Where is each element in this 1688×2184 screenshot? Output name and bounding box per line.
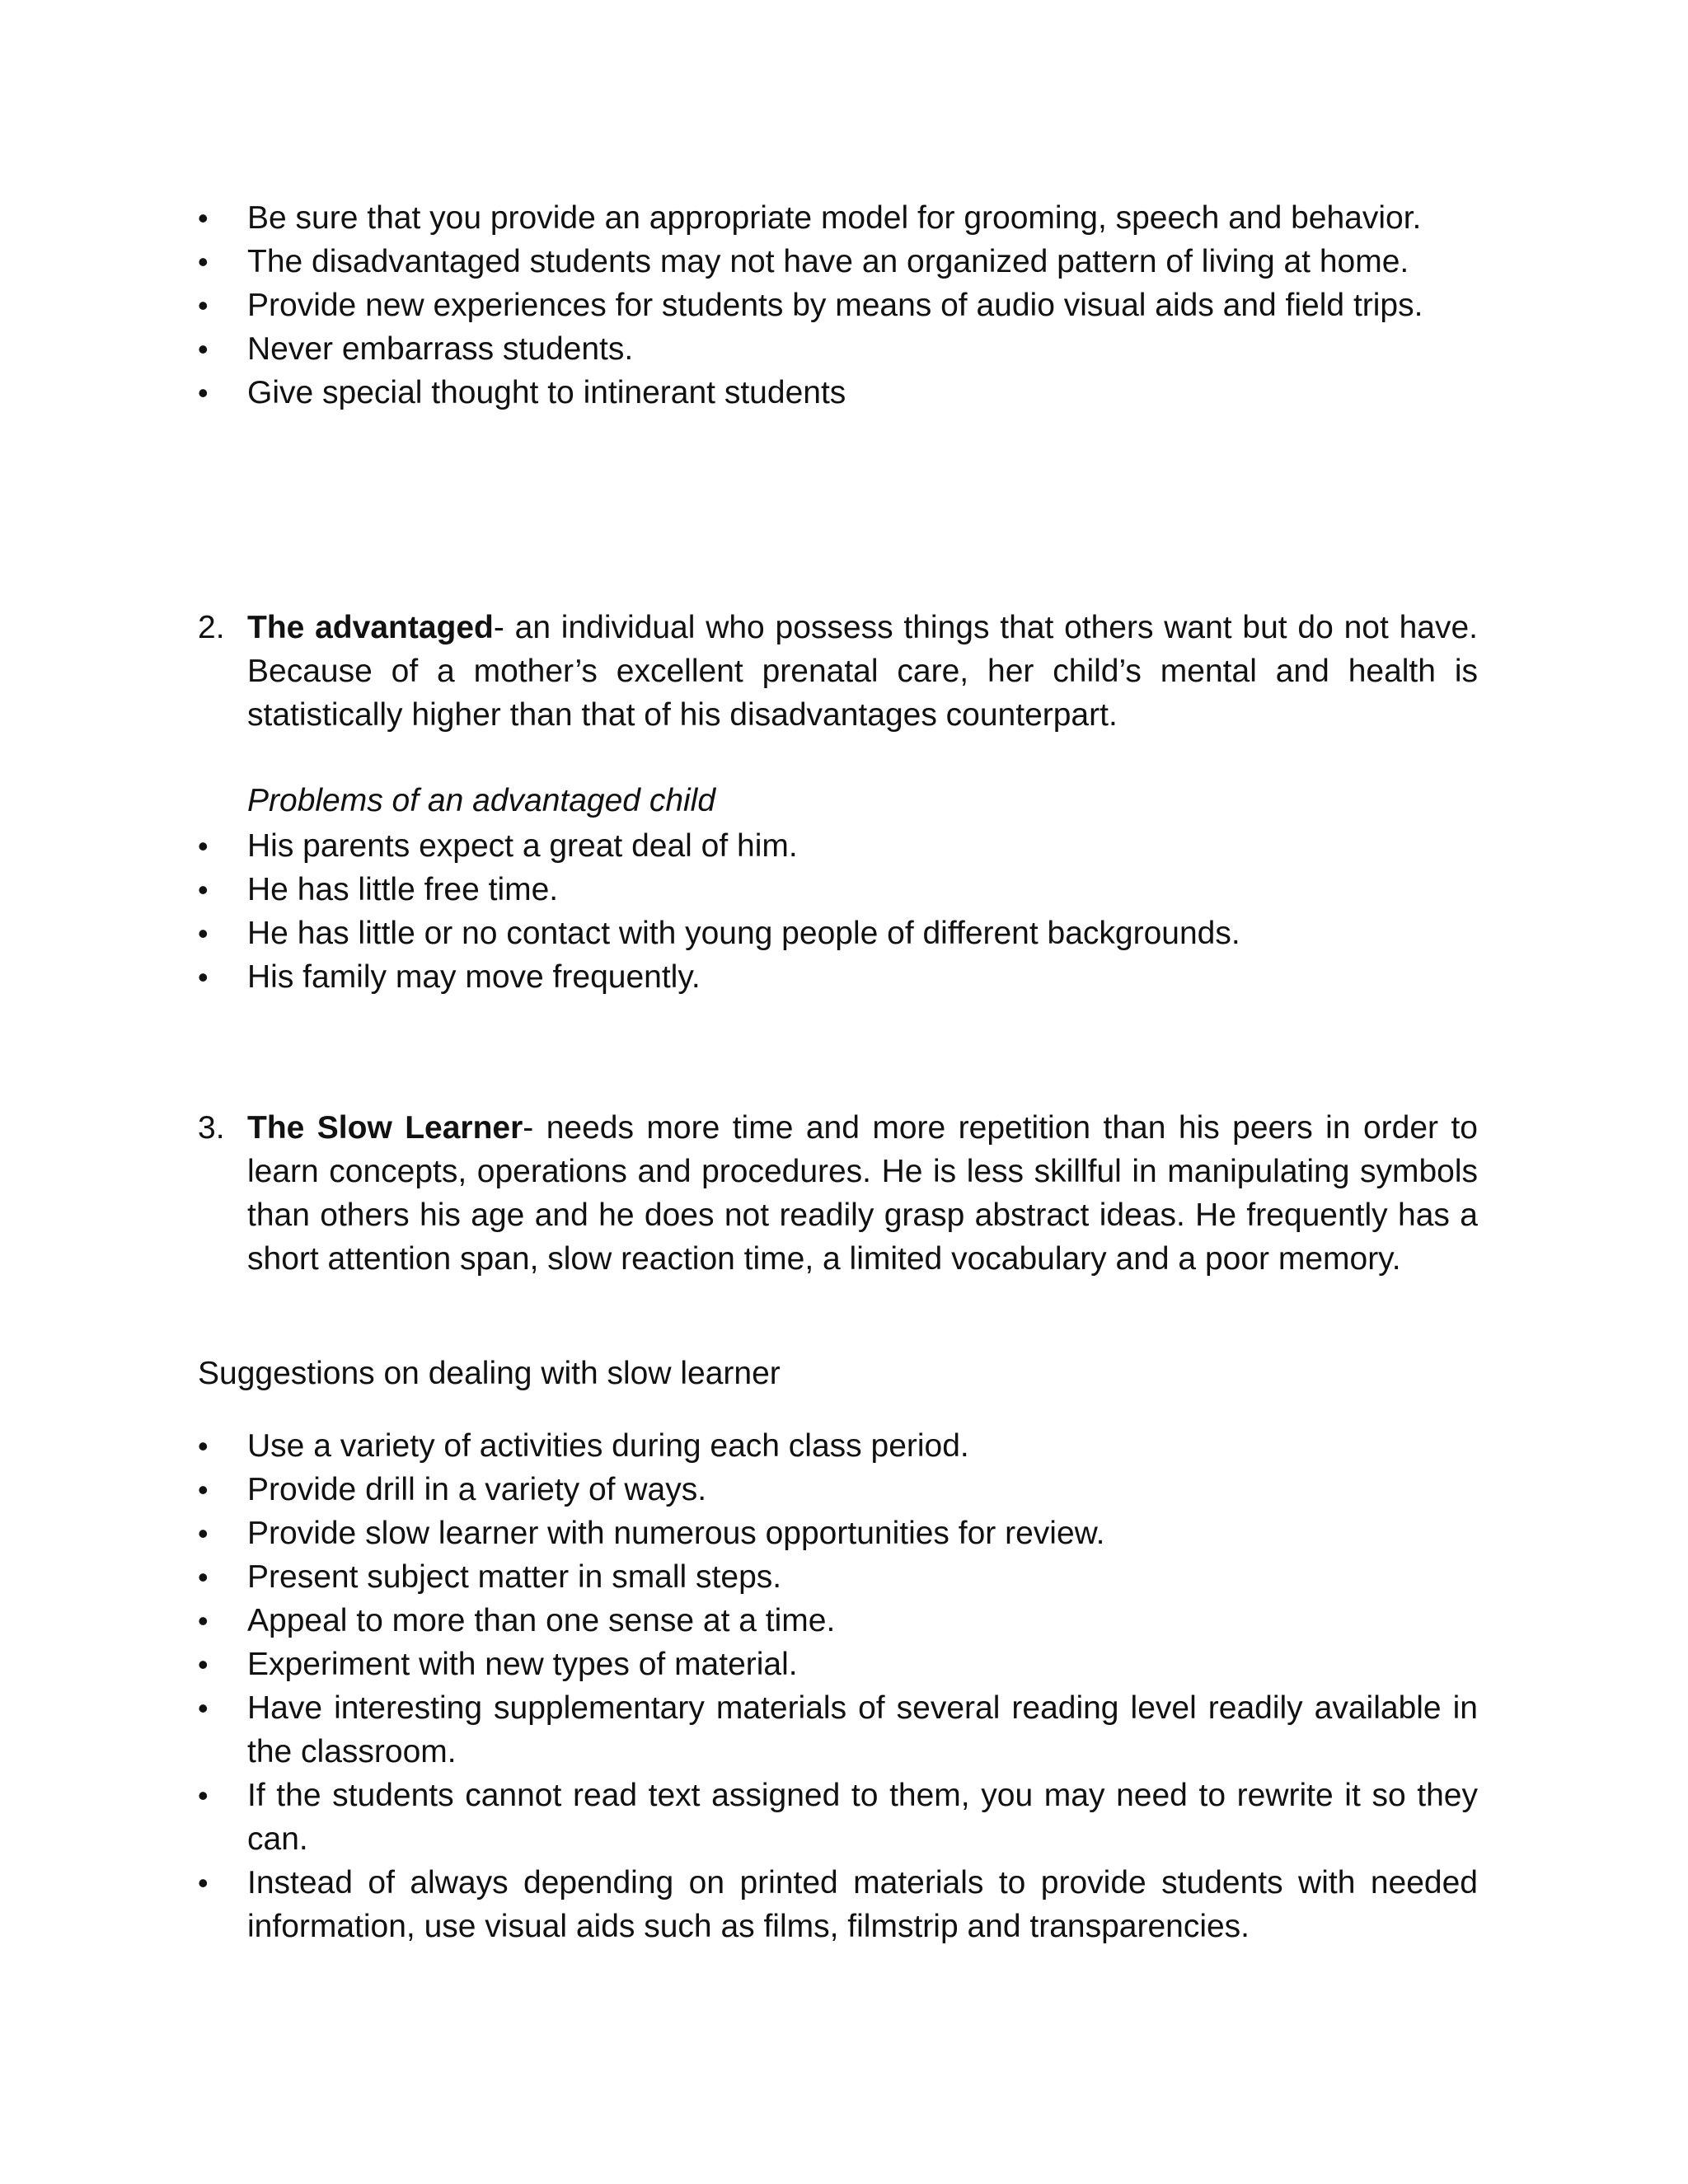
list-item: • He has little free time. [247,868,1478,912]
item-number: 3. [198,1110,225,1146]
definition-text: - an individual who possess things that others want but do not have. Because of a mother’s excellent prenatal care, her child’s mental and health is statistically higher than that of his disadvantages counterpart. [247,610,1478,733]
term-advantaged: The advantaged [247,610,494,645]
list-item: • Never embarrass students. [247,327,1478,371]
term-slow-learner: The Slow Learner [247,1110,523,1146]
list-item: • Experiment with new types of material. [247,1643,1478,1686]
list-item: • Provide new experiences for students by means of audio visual aids and field trips. [247,284,1478,327]
list-item: • If the students cannot read text assigned to them, you may need to rewrite it so they can. [247,1774,1478,1861]
list-item: • He has little or no contact with young people of different backgrounds. [247,912,1478,955]
list-item: • Give special thought to intinerant students [247,371,1478,415]
list-item: • Have interesting supplementary materials of several reading level readily available in the classroom. [247,1686,1478,1774]
list-item: • His parents expect a great deal of him. [247,824,1478,868]
slow-learner-suggestions-list [247,1424,1478,1948]
list-item: • Present subject matter in small steps. [247,1555,1478,1599]
problems-heading: Problems of an advantaged child [247,783,716,818]
list-item: • The disadvantaged students may not have an organized pattern of living at home. [247,240,1478,284]
list-item: • Provide drill in a variety of ways. [247,1468,1478,1511]
definition-text: - needs more time and more repetition than his peers in order to learn concepts, operations and procedures. He is less skillful in manipulating symbols than others his age and he does not readily grasp abstract ideas. He frequently has a short attention span, slow reaction time, a limited vocabulary and a poor memory. [247,1110,1478,1277]
list-item: • Be sure that you provide an appropriate model for grooming, speech and behavior. [247,196,1478,240]
list-item: • Provide slow learner with numerous opportunities for review. [247,1511,1478,1555]
list-item: • His family may move frequently. [247,955,1478,999]
list-item: • Instead of always depending on printed materials to provide students with needed information, use visual aids such as films, filmstrip and transparencies. [247,1861,1478,1948]
list-item: • Use a variety of activities during each class period. [247,1424,1478,1468]
item-number: 2. [198,610,225,645]
disadvantaged-tips-list [247,196,1478,415]
advantaged-problems-list [247,824,1478,999]
list-item: • Appeal to more than one sense at a time. [247,1599,1478,1643]
suggestions-heading: Suggestions on dealing with slow learner [198,1356,781,1391]
numbered-item-advantaged [198,606,1478,737]
numbered-item-slow-learner [198,1106,1478,1281]
